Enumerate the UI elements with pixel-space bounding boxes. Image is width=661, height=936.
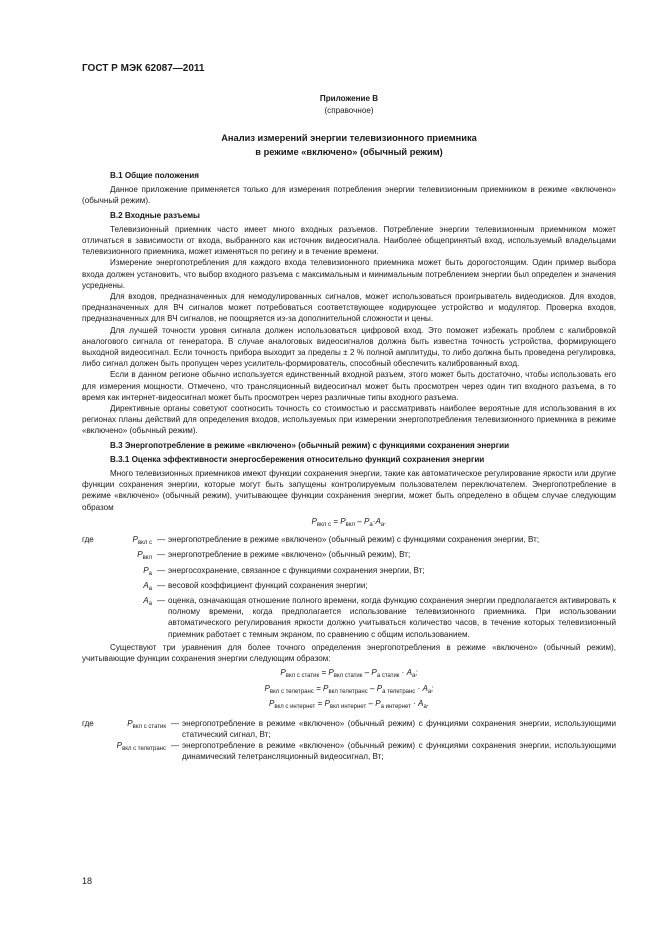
definition-dash: — [156,595,166,605]
formula-term-1: P [340,516,346,526]
symbol-letter: P [137,550,143,560]
definition-symbol [100,580,154,595]
definition-prefix: где [82,535,94,545]
definition-item [82,740,616,762]
formula-lhs-sub: вкл с телетранс [269,688,314,695]
formula-dot: · [372,516,376,526]
formula-end: . [426,699,430,709]
formula-lhs-sub: вкл с [316,521,331,528]
formula-term-3-sub: а [412,673,416,680]
formula-main [82,516,616,531]
definition-item [82,718,616,740]
definition-symbol [100,595,154,640]
formula-term-2: P [364,516,370,526]
definition-prefix [82,595,100,640]
formula-term-2-sub: а статик [376,673,400,680]
section-b1-paragraph: Данное приложение применяется только для измерения потребления энергии телевизионным приемником в режиме «включено» (обычный режим). [82,185,616,206]
section-b2-paragraph-2: Измерение энергопотребления для каждого входа телевизионного приемника может быть дорогостоящим. Один пример выбора входа должен установить, что выбор входного разъема с максимальным и минимальным потреблением энергии был определен и значения усреднены. [82,258,616,290]
definition-item [82,565,616,580]
definition-prefix [82,549,100,564]
formula-lhs-sub: вкл с статик [285,673,320,680]
document-header: ГОСТ Р МЭК 62087—2011 [82,63,205,74]
formula-term-3-sub: а [380,521,385,528]
definition-text: энергопотребление в режиме «включено» (обычный режим) с функциями сохранения энергии, Вт; [168,535,540,545]
formula-end: ; [415,668,418,678]
definition-text: оценка, означающая отношение полного времени, когда функцию сохранения энергии предполагается активировать к полному времени, когда предполагается использование телевизионного приемника. При использовании автоматического регулирования яркости должно учитываться количество часов, в течение которых телевизионный приемник работает с темным экраном, по сравнению с общим использованием. [168,595,616,639]
formula-lhs-sub: вкл с интернет [274,704,316,711]
definition-symbol [100,549,154,564]
formula-group [82,667,616,714]
definition-item [82,580,616,595]
definition-symbol [100,740,168,762]
formula-term-2-sub: а телетранс [382,688,416,695]
symbol-letter: A [143,580,149,590]
section-b2-paragraph-6: Директивные органы советуют соотносить точность со стоимостью и рассматривать наиболее вероятные для использования в их регионах планы действий для определения входов, используемых при измерении энергопотребления телевизионного приемника в режиме «включено» (обычный режим). [82,404,616,436]
section-b3-paragraph-1: Много телевизионных приемников имеют функции сохранения энергии, такие как автоматическое регулирование яркости или другие функции сохранения энергии, которые могут быть запущены контролируемым пользователем переключателем. Энергопотребление в режиме «включено» (обычный режим), учитывающее функции сохранения энергии, может быть определено в общем случае следующим образом [82,469,616,512]
formula-term-1-sub: вкл статик [333,673,363,680]
definition-text: энергопотребление в режиме «включено» (обычный режим), Вт; [168,550,411,560]
formula-eq: = [330,516,341,526]
formula-term-3-sub: а [423,704,427,711]
definition-prefix: где [82,718,94,728]
symbol-sub: вкл с [137,540,152,547]
definition-dash: — [170,741,180,751]
formula-lhs: P [311,516,317,526]
page-number: 18 [82,876,93,886]
formula-term-2-sub: а [369,521,373,528]
definition-item [82,549,616,564]
definition-prefix [82,580,100,595]
formula-minus: – [355,516,365,526]
symbol-sub: вкл с статик [132,723,166,730]
definition-prefix [82,740,100,762]
section-b3-heading: В.3 Энергопотребление в режиме «включено» (обычный режим) с функциями сохранения энергии [110,440,510,450]
symbol-letter: P [143,565,149,575]
definition-symbol [100,718,168,740]
definition-text: энергопотребление в режиме «включено» (обычный режим) с функциями сохранения энергии, использующими статический сигнал, Вт; [182,718,616,739]
formula-term-1-sub: вкл интернет [329,704,367,711]
main-title [82,132,616,159]
formula-term-3: A [375,516,381,526]
definition-dash: — [170,718,180,728]
symbol-sub: вкл [142,555,152,562]
formula-term-2-sub: а интернет [380,704,411,711]
definition-dash: — [156,565,166,575]
definition-text: энергосохранение, связанное с функциями сохранения энергии, Вт; [168,565,425,575]
formula-internet: $P_{вкл с интернет} = P_{вкл интернет} - P_{а интернет} \cdot A_а$. [268,699,430,711]
annex-subtitle: (справочное) [324,106,374,115]
main-title-line-1: Анализ измерений энергии телевизионного приемника [221,133,477,143]
symbol-sub: вкл с телетранс [122,746,166,753]
definitions-list [82,534,616,640]
definition-text: энергопотребление в режиме «включено» (обычный режим) с функциями сохранения энергии, использующими динамический телетрансляционный видеосигнал, Вт; [182,741,616,762]
section-b3-paragraph-2: Существуют три уравнения для более точного определения энергопотребления в режиме «включено» (обычный режим), учитывающие функции сохранения энергии следующим образом: [82,642,616,663]
definition-item [82,595,616,640]
symbol-letter: P [116,741,123,751]
formula-end: ; [431,683,434,693]
section-b1-heading: В.1 Общие положения [110,171,199,180]
definition-dash: — [156,550,166,560]
formula-static: $P_{вкл с статик} = P_{вкл статик} - P_{а статик} \cdot A_а$; [280,668,418,680]
annex-title: Приложение В [319,94,379,103]
symbol-letter: A [143,595,149,605]
symbol-sub: а [148,600,152,607]
section-b2-paragraph-4: Для лучшей точности уровня сигнала должен использоваться цифровой вход. Это поможет избежать проблем с калибровкой аналогового сигнала от генератора. В случае аналоговых видеосигналов должна быть известна точность устройства, формирующего выходной видеосигнал. Если точность прибора выходит за пределы ± 2 % полной амплитуды, то либо должна быть проведена регулировка, либо сигнал должен быть пропущен через усилитель-формирователь, способный обеспечить калиброванный вход. [82,325,616,369]
definition-dash: — [156,580,166,590]
formula-teletrans: $P_{вкл с телетранс} = P_{вкл телетранс} - P_{а телетранс} \cdot A_а$; [264,683,434,695]
definition-text: весовой коэффициент функций сохранения энергии; [168,580,368,590]
definition-prefix [82,565,100,580]
section-b2-paragraph-3: Для входов, предназначенных для немодулированных сигналов, может использоваться проигрыватель видеодисков. Для входов, предназначенных для ВЧ сигналов может потребоваться соответствующее кодирующее устройство и модулятор. Проверка входов, предназначенных для ВЧ сигналов, не поощряется из-за дополнительной сложности и цены. [82,292,616,324]
symbol-sub: а [148,585,152,592]
section-b2-heading: В.2 Входные разъемы [110,210,200,220]
definitions-list-2 [82,718,616,763]
main-title-line-2: в режиме «включено» (обычный режим) [255,146,443,157]
document-page [82,62,616,764]
formula-end: . [384,516,387,526]
section-b2-paragraph-5: Если в данном регионе обычно используется единственный входной разъем, этого может быть достаточно, чтобы использовать его для измерения мощности. Отмечено, что трансляционный видеосигнал может быть просмотрен через один тип входного разъема, в то время как интернет-видеосигнал может быть просмотрен через различные типы входного разъема. [82,370,616,402]
definition-symbol [100,534,154,549]
formula-term-1-sub: вкл [345,521,356,528]
symbol-sub: а [148,570,152,577]
section-b3-1-heading: В.3.1 Оценка эффективности энергосбережения относительно функций сохранения энергии [110,454,485,464]
symbol-letter: P [127,718,133,728]
definition-item [82,534,616,549]
section-b2-paragraph-1: Телевизионный приемник часто имеет много входных разъемов. Потребление энергии телевизионным приемником может отличаться в зависимости от входа, выбранного как источник видеосигнала. Наиболее общепринятый вход, используемый владельцами телевизионного приемника, может изменяться по регину и в течение времени. [82,224,616,257]
definition-symbol [100,565,154,580]
formula-term-1-sub: вкл телетранс [328,688,368,695]
symbol-letter: P [132,535,138,545]
definition-dash: — [156,535,166,545]
formula-term-3-sub: а [427,688,432,695]
